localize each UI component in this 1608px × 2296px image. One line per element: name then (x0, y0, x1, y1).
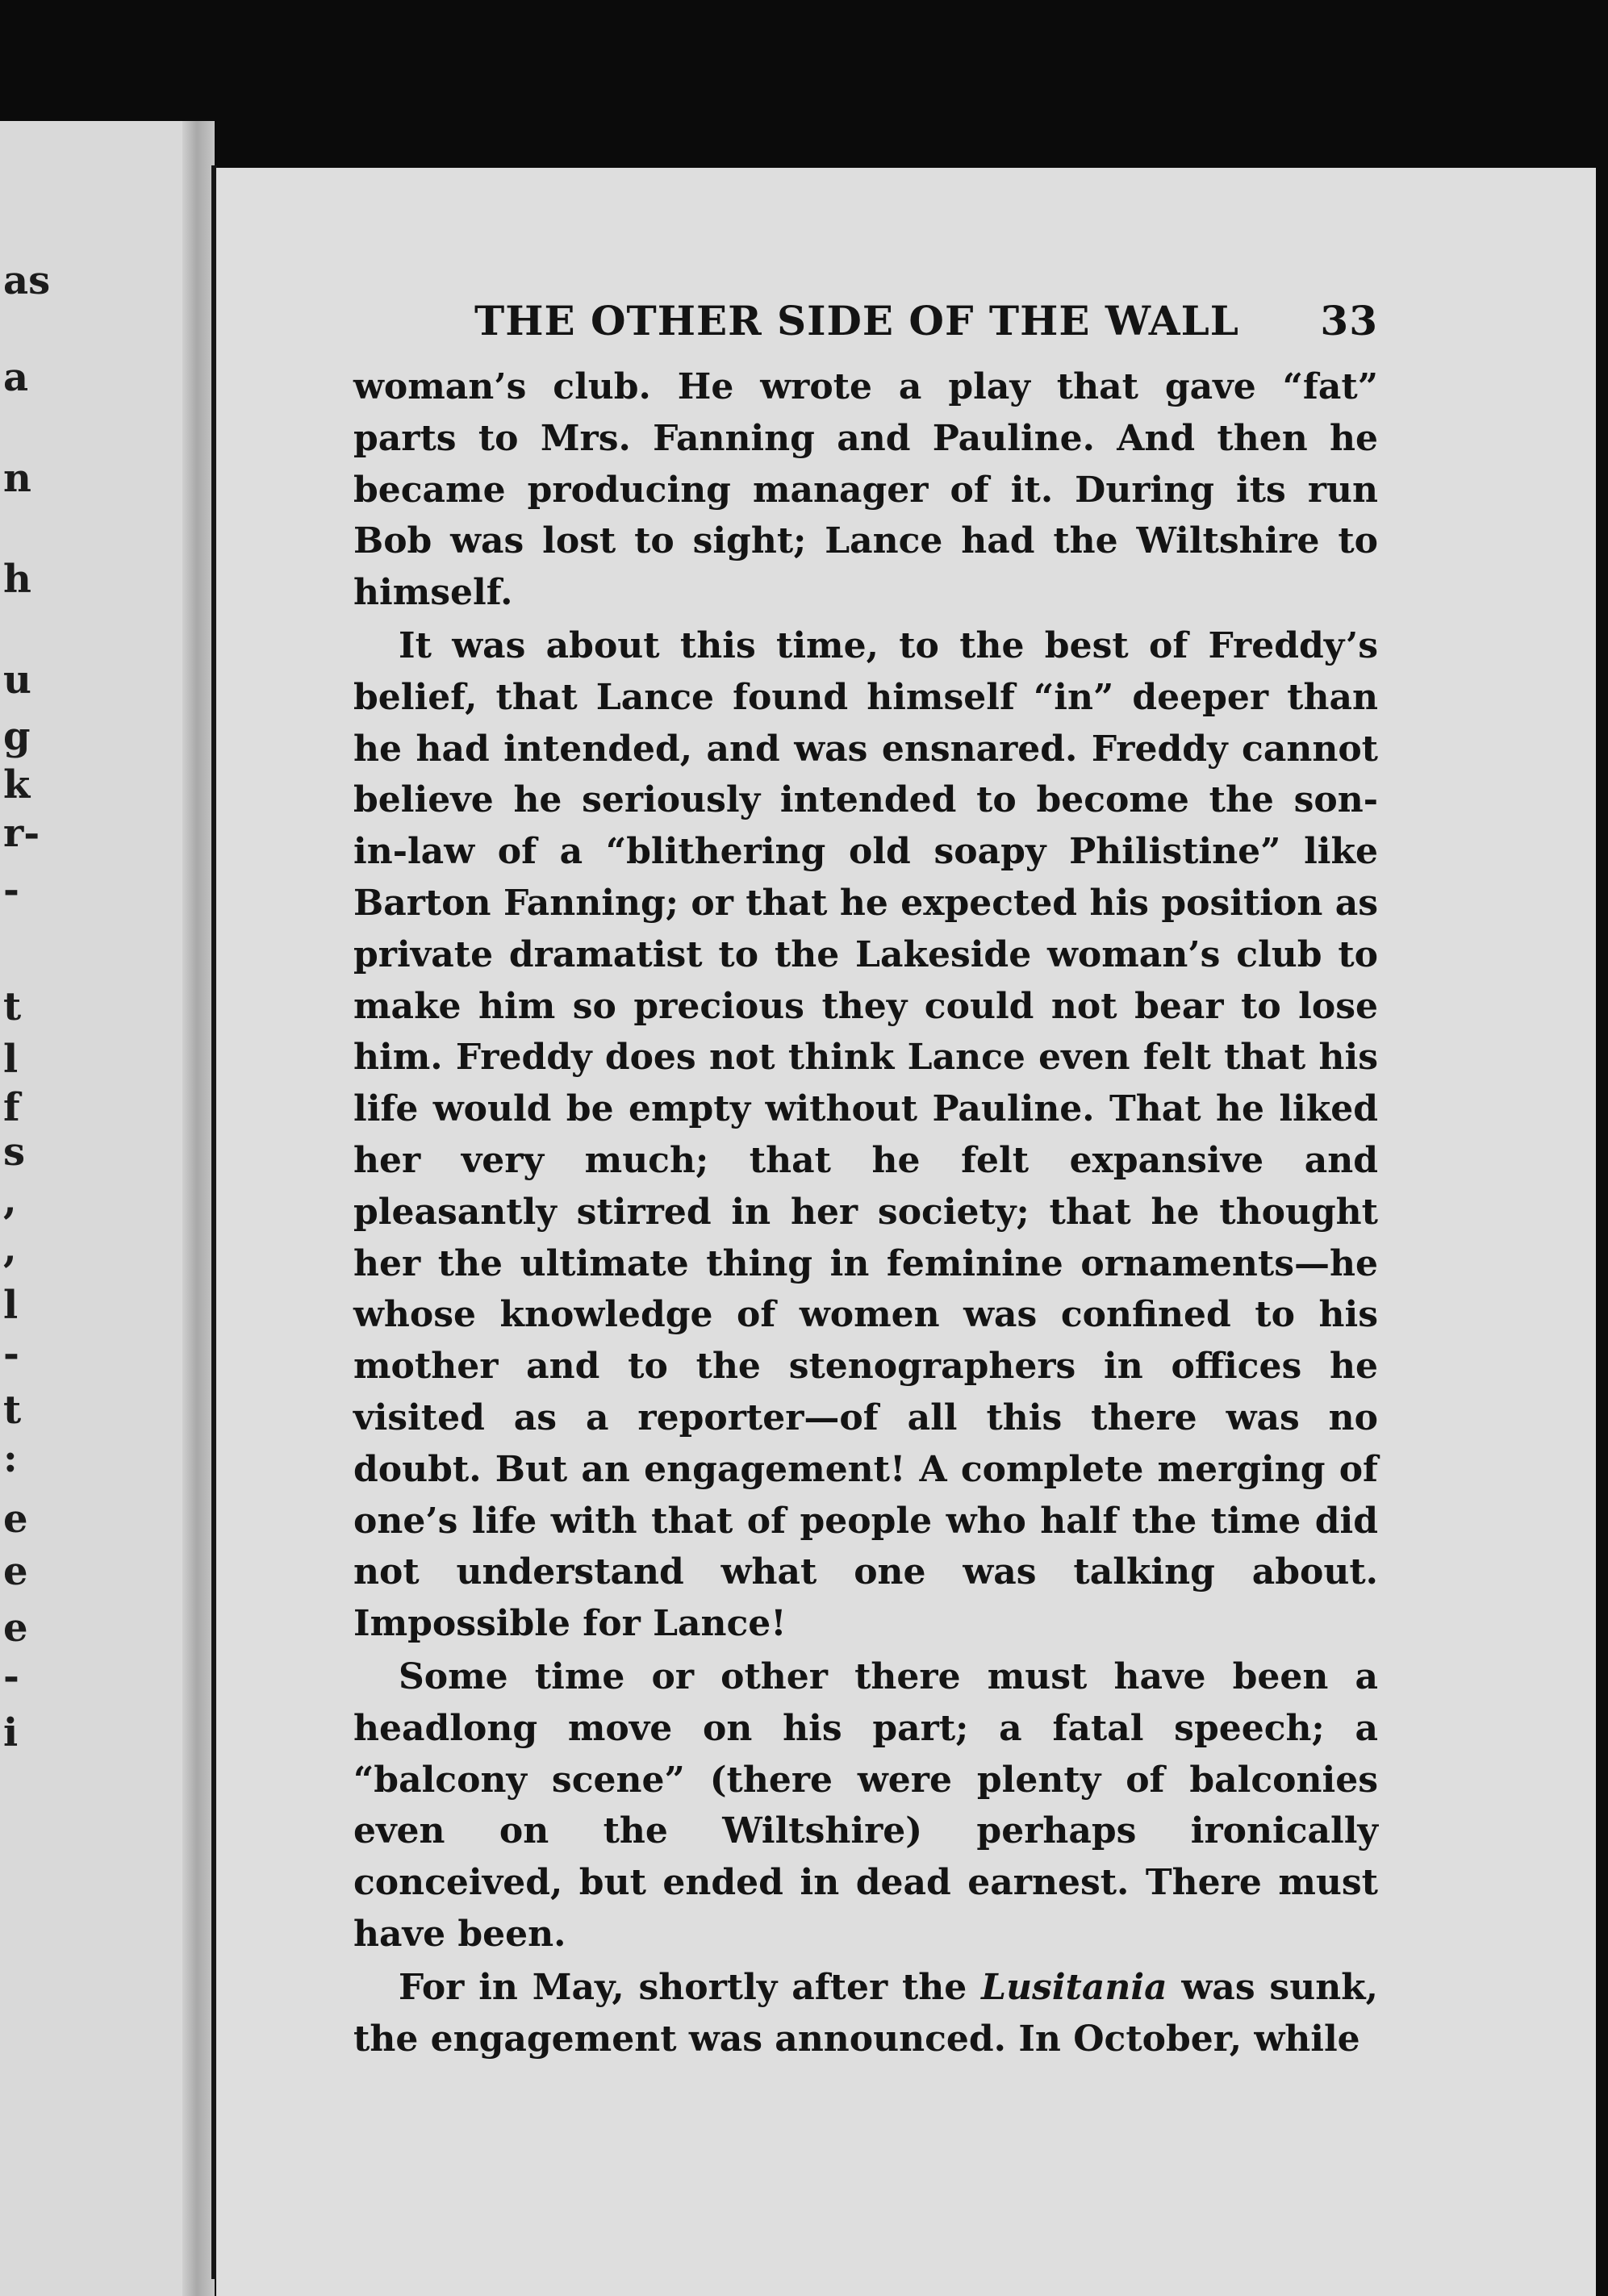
left-page-fragment: - (3, 1331, 19, 1376)
paragraph (353, 1962, 1378, 2065)
left-page-fragment: t (3, 984, 22, 1029)
page-body-text (353, 361, 1378, 2064)
left-page-fragment: t (3, 1388, 22, 1433)
left-page-fragment: e (3, 1549, 28, 1594)
left-page-text-fragments (0, 121, 202, 2296)
left-page-fragment: s (3, 1129, 26, 1175)
paragraph: Some time or other there must have been a headlong move on his part; a fatal speech; a “balcony scene” (there were plenty of balconies even on the Wiltshire) perhaps ironically conceived, but ended in dead earnest. There must have been. (353, 1655, 1378, 1955)
left-page-fragment: r- (3, 811, 40, 856)
left-page-fragment: - (3, 867, 19, 912)
left-page-fragment: f (3, 1085, 20, 1130)
left-page-fragment: n (3, 456, 31, 501)
running-header (474, 297, 1378, 353)
ship-name-italic: Lusitania (981, 1966, 1167, 2008)
left-page-edge (0, 121, 202, 2296)
left-page-fragment: e (3, 1497, 28, 1542)
left-page-fragment: , (3, 1226, 17, 1271)
left-page-fragment: u (3, 657, 31, 703)
left-page-fragment: a (3, 355, 29, 400)
left-page-fragment: l (3, 1283, 19, 1328)
running-title: THE OTHER SIDE OF THE WALL (474, 297, 1239, 344)
page-number: 33 (1320, 297, 1378, 344)
left-page-fragment: l (3, 1037, 19, 1082)
left-page-fragment: i (3, 1710, 19, 1755)
paragraph-continued: woman’s club. He wrote a play that gave “fat” parts to Mrs. Fanning and Pauline. And then he became producing manager of it. During its run Bob was lost to sight; Lance had the Wiltshire to himself. (353, 366, 1378, 614)
left-page-fragment: : (3, 1436, 18, 1481)
left-page-fragment: , (3, 1178, 17, 1223)
paragraph-text: For in May, shortly after the (399, 1966, 982, 2008)
left-page-fragment: as (3, 258, 51, 303)
left-page-fragment: g (3, 714, 31, 759)
left-page-fragment: - (3, 1654, 19, 1699)
paragraph-text: was sunk, the engagement was announced. In October, while (353, 1966, 1378, 2060)
paragraph: It was about this time, to the best of Freddy’s belief, that Lance found himself “in” deeper than he had intended, and was ensnared. Freddy cannot believe he seriously intended to become the son-in-law of a “blithering old soapy Philistine” like Barton Fanning; or that he expected his position as private dramatist to the Lakeside woman’s club to make him so precious they could not bear to lose him. Freddy does not think Lance even felt that his life would be empty without Pauline. That he liked her very much; that he felt expansive and pleasantly stirred in her society; that he thought her the ultimate thing in feminine ornaments—he whose knowledge of women was confined to his mother and to the stenographers in offices he visited as a reporter—of all this there was no doubt. But an engagement! A complete merging of one’s life with that of people who half the time did not understand what one was talking about. Impossible for Lance! (353, 624, 1378, 1645)
left-page-fragment: k (3, 762, 31, 808)
left-page-fragment: e (3, 1605, 28, 1651)
left-page-fragment: h (3, 557, 31, 602)
book-gutter (182, 121, 215, 2296)
